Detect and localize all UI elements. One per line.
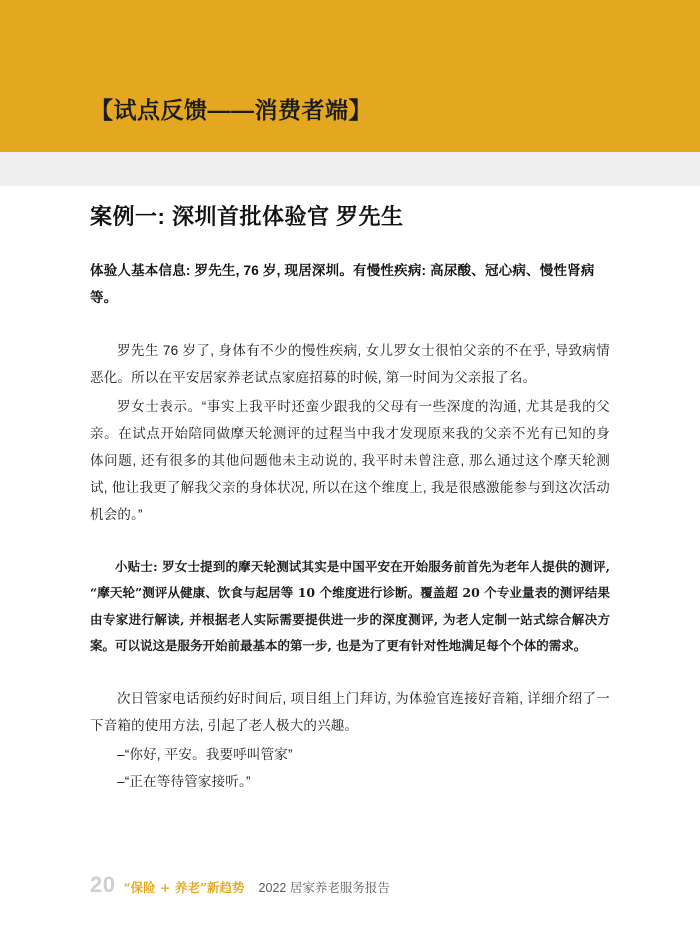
section-title: 【试点反馈——消费者端】 — [90, 97, 372, 123]
subject-info: 体验人基本信息: 罗先生, 76 岁, 现居深圳。有慢性疾病: 高尿酸、冠心病、慢性肾病等。 — [90, 263, 595, 305]
body-paragraph-1: 罗先生 76 岁了, 身体有不少的慢性疾病, 女儿罗女士很怕父亲的不在乎, 导致病情恶化。所以在平安居家养老试点家庭招募的时候, 第一时间为父亲报了名。 — [90, 343, 610, 385]
body-paragraph-3: 次日管家电话预约好时间后, 项目组上门拜访, 为体验官连接好音箱, 详细介绍了一下音箱的使用方法, 引起了老人极大的兴趣。 — [90, 691, 610, 733]
page-number: 20 — [90, 872, 116, 897]
content-area — [90, 200, 610, 795]
page-footer — [90, 872, 390, 898]
dialog-line-1: –“你好, 平安。我要呼叫管家” — [117, 747, 293, 762]
tip-note-block — [90, 554, 610, 659]
dialog-line-2: –“正在等待管家接听。” — [117, 774, 251, 789]
section-header-bar — [0, 152, 700, 186]
tip-note-text: 小贴士: 罗女士提到的摩天轮测试其实是中国平安在开始服务前首先为老年人提供的测评, “摩天轮”测评从健康、饮食与起居等 10 个维度进行诊断。覆盖超 20 个专业量表的测评结果由专家进行解读, 并根据老人实际需要提供进一步的深度测评, 为老人定制一站式综合解决方案。可以说这是服务开始前最基本的第一步, 也是为了更有针对性地满足每个个体的需求。 — [90, 559, 610, 653]
footer-report-title: 2022 居家养老服务报告 — [258, 881, 390, 895]
body-paragraph-2: 罗女士表示。“事实上我平时还蛮少跟我的父母有一些深度的沟通, 尤其是我的父亲。在试点开始陪同做摩天轮测评的过程当中我才发现原来我的父亲不光有已知的身体问题, 还有很多的其他问题他未主动说的, 我平时未曾注意, 那么通过这个摩天轮测试, 他让我更了解我父亲的身体状况, 所以在这个维度上, 我是很感激能参与到这次活动机会的。” — [90, 399, 610, 522]
top-orange-band — [0, 0, 700, 152]
footer-brand: “保险 + 养老”新趋势 — [123, 880, 245, 895]
case-title: 案例一: 深圳首批体验官 罗先生 — [90, 204, 404, 229]
